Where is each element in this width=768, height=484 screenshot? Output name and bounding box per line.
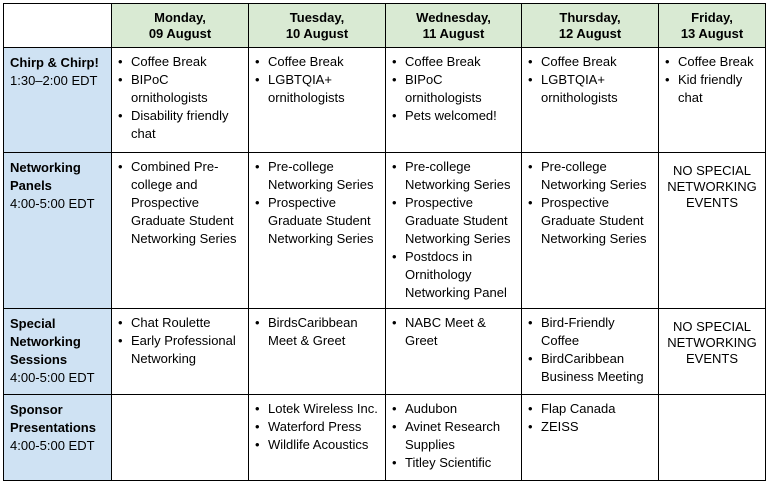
list-item: • Prospective Graduate Student Networking Series	[392, 194, 517, 248]
row-header	[4, 48, 112, 153]
no-events-text: NO SPECIAL	[672, 163, 752, 178]
day-name: Monday,	[154, 10, 206, 25]
day-date: 12 August	[558, 26, 622, 41]
day-header	[522, 4, 659, 48]
list-item: • Coffee Break	[665, 53, 761, 71]
day-name: Friday,	[691, 10, 733, 25]
no-events-cell	[659, 153, 766, 309]
schedule-cell	[249, 395, 386, 481]
day-date: 10 August	[285, 26, 349, 41]
list-item: • Wildlife Acoustics	[255, 436, 381, 454]
list-item: • Postdocs in Ornithology Networking Panel	[392, 248, 517, 302]
no-events-text: NETWORKING	[667, 179, 757, 194]
list-item: • Titley Scientific	[392, 454, 517, 472]
list-item: • Early Professional Networking	[118, 332, 244, 368]
list-item: • Bird-Friendly Coffee	[528, 314, 654, 350]
row-title: Sessions	[10, 352, 68, 367]
list-item: • Flap Canada	[528, 400, 654, 418]
schedule-table	[3, 3, 766, 481]
list-item: • NABC Meet & Greet	[392, 314, 517, 350]
no-events-text: NETWORKING	[667, 335, 757, 350]
list-item: • Kid friendly chat	[665, 71, 761, 107]
day-header	[112, 4, 249, 48]
day-name: Thursday,	[559, 10, 621, 25]
list-item: • LGBTQIA+ ornithologists	[528, 71, 654, 107]
row-time: 4:00-5:00 EDT	[10, 370, 95, 385]
day-date: 11 August	[422, 26, 485, 41]
schedule-cell	[522, 309, 659, 395]
schedule-cell	[112, 48, 249, 153]
day-header	[249, 4, 386, 48]
list-item: • Avinet Research Supplies	[392, 418, 517, 454]
schedule-cell	[249, 309, 386, 395]
schedule-cell	[386, 48, 522, 153]
schedule-cell	[386, 395, 522, 481]
table-row	[4, 395, 766, 481]
schedule-cell	[386, 153, 522, 309]
row-header	[4, 395, 112, 481]
row-title: Networking	[10, 160, 81, 175]
list-item: • Prospective Graduate Student Networking Series	[255, 194, 381, 248]
row-time: 4:00-5:00 EDT	[10, 438, 95, 453]
row-title: Panels	[10, 178, 52, 193]
list-item: • Coffee Break	[255, 53, 381, 71]
day-date: 13 August	[680, 26, 744, 41]
list-item: • Combined Pre-college and Prospective Graduate Student Networking Series	[118, 158, 244, 248]
table-row	[4, 309, 766, 395]
day-name: Wednesday,	[416, 10, 491, 25]
list-item: • Chat Roulette	[118, 314, 244, 332]
schedule-cell	[522, 48, 659, 153]
table-row	[4, 48, 766, 153]
row-title: Chirp & Chirp!	[10, 55, 99, 70]
no-events-cell	[659, 309, 766, 395]
list-item: • Waterford Press	[255, 418, 381, 436]
list-item: • ZEISS	[528, 418, 654, 436]
row-time: 4:00-5:00 EDT	[10, 196, 95, 211]
schedule-cell	[386, 309, 522, 395]
row-title: Special	[10, 316, 56, 331]
list-item: • Coffee Break	[118, 53, 244, 71]
corner-cell	[4, 4, 112, 48]
schedule-cell	[112, 309, 249, 395]
no-events-text: NO SPECIAL	[672, 319, 752, 334]
list-item: • Audubon	[392, 400, 517, 418]
schedule-cell	[522, 153, 659, 309]
schedule-cell	[659, 48, 766, 153]
table-row	[4, 153, 766, 309]
no-events-text: EVENTS	[685, 351, 738, 366]
row-title: Networking	[10, 334, 81, 349]
schedule-cell	[249, 153, 386, 309]
list-item: • LGBTQIA+ ornithologists	[255, 71, 381, 107]
day-header	[659, 4, 766, 48]
row-title: Sponsor	[10, 402, 63, 417]
list-item: • BirdCaribbean Business Meeting	[528, 350, 654, 386]
day-header	[386, 4, 522, 48]
list-item: • Lotek Wireless Inc.	[255, 400, 381, 418]
list-item: • BIPoC ornithologists	[118, 71, 244, 107]
list-item: • Coffee Break	[528, 53, 654, 71]
schedule-cell	[522, 395, 659, 481]
list-item: • BirdsCaribbean Meet & Greet	[255, 314, 381, 350]
header-row	[4, 4, 766, 48]
list-item: • Coffee Break	[392, 53, 517, 71]
day-date: 09 August	[148, 26, 212, 41]
row-header	[4, 153, 112, 309]
schedule-cell	[112, 395, 249, 481]
schedule-cell	[659, 395, 766, 481]
list-item: • Pre-college Networking Series	[255, 158, 381, 194]
no-events-text: EVENTS	[685, 195, 738, 210]
row-time: 1:30–2:00 EDT	[10, 73, 98, 88]
row-title: Presentations	[10, 420, 96, 435]
list-item: • Pets welcomed!	[392, 107, 517, 125]
day-name: Tuesday,	[289, 10, 345, 25]
schedule-cell	[112, 153, 249, 309]
row-header	[4, 309, 112, 395]
list-item: • Prospective Graduate Student Networking Series	[528, 194, 654, 248]
list-item: • Pre-college Networking Series	[392, 158, 517, 194]
schedule-cell	[249, 48, 386, 153]
list-item: • BIPoC ornithologists	[392, 71, 517, 107]
list-item: • Pre-college Networking Series	[528, 158, 654, 194]
list-item: • Disability friendly chat	[118, 107, 244, 143]
